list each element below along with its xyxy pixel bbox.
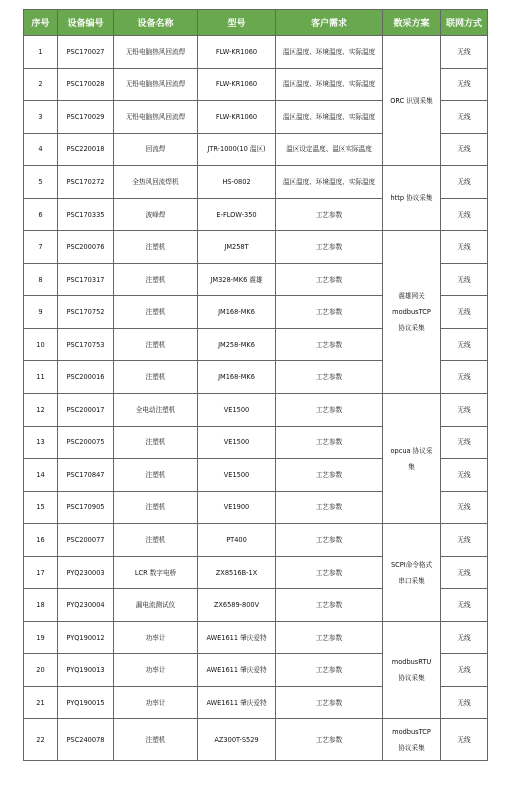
cell-name: 全热风回流焊机 <box>114 166 198 199</box>
cell-need: 工艺参数 <box>276 198 383 231</box>
cell-name: 注塑机 <box>114 361 198 394</box>
plan-line: 协议采集 <box>398 324 425 333</box>
cell-net: 无线 <box>441 491 488 524</box>
cell-net: 无线 <box>441 36 488 69</box>
header-cell-name: 设备名称 <box>114 10 198 36</box>
cell-net: 无线 <box>441 361 488 394</box>
cell-no: 9 <box>24 296 58 329</box>
cell-plan <box>383 719 441 761</box>
cell-model: FLW-KR1060 <box>198 101 276 134</box>
cell-plan <box>383 231 441 394</box>
header-cell-plan: 数采方案 <box>383 10 441 36</box>
cell-name: 功率计 <box>114 621 198 654</box>
cell-need: 工艺参数 <box>276 556 383 589</box>
cell-no: 10 <box>24 328 58 361</box>
cell-model: AWE1611 肇庆爱特 <box>198 621 276 654</box>
cell-code: PSC200076 <box>58 231 114 264</box>
cell-model: JM258-MK6 <box>198 328 276 361</box>
table-body <box>24 36 488 761</box>
cell-need: 工艺参数 <box>276 231 383 264</box>
cell-code: PSC200077 <box>58 524 114 557</box>
plan-line: ORC 识别采集 <box>390 96 433 105</box>
cell-model: ZX8516B-1X <box>198 556 276 589</box>
cell-code: PSC170847 <box>58 459 114 492</box>
plan-line: opcua 协议采 <box>390 446 433 455</box>
cell-no: 8 <box>24 263 58 296</box>
plan-line: modbusRTU <box>391 658 432 667</box>
cell-net: 无线 <box>441 459 488 492</box>
cell-model: AZ300T-S529 <box>198 719 276 761</box>
header-cell-no: 序号 <box>24 10 58 36</box>
cell-code: PSC170272 <box>58 166 114 199</box>
cell-no: 14 <box>24 459 58 492</box>
cell-net: 无线 <box>441 296 488 329</box>
plan-line: 震雄网关 <box>398 292 425 301</box>
plan-line: 协议采集 <box>398 674 425 683</box>
cell-net: 无线 <box>441 556 488 589</box>
cell-net: 无线 <box>441 719 488 761</box>
cell-need: 工艺参数 <box>276 459 383 492</box>
cell-code: PYQ190012 <box>58 621 114 654</box>
plan-line: SCPI命令格式 <box>390 560 433 569</box>
cell-name: LCR 数字电桥 <box>114 556 198 589</box>
cell-net: 无线 <box>441 133 488 166</box>
header-cell-net: 联网方式 <box>441 10 488 36</box>
cell-name: 全电动注塑机 <box>114 394 198 427</box>
cell-code: PSC200016 <box>58 361 114 394</box>
cell-net: 无线 <box>441 328 488 361</box>
cell-model: FLW-KR1060 <box>198 36 276 69</box>
cell-name: 注塑机 <box>114 426 198 459</box>
cell-plan <box>383 621 441 719</box>
cell-name: 功率计 <box>114 654 198 687</box>
cell-name: 漏电流测试仪 <box>114 589 198 622</box>
cell-net: 无线 <box>441 524 488 557</box>
cell-model: VE1500 <box>198 394 276 427</box>
cell-need: 工艺参数 <box>276 589 383 622</box>
cell-plan <box>383 524 441 622</box>
cell-no: 4 <box>24 133 58 166</box>
equipment-table <box>23 9 488 761</box>
cell-net: 无线 <box>441 101 488 134</box>
cell-no: 3 <box>24 101 58 134</box>
cell-name: 回流焊 <box>114 133 198 166</box>
table-row <box>24 36 488 69</box>
cell-model: FLW-KR1060 <box>198 68 276 101</box>
cell-no: 17 <box>24 556 58 589</box>
plan-line: modbusTCP <box>392 308 431 317</box>
cell-no: 7 <box>24 231 58 264</box>
cell-name: 注塑机 <box>114 491 198 524</box>
cell-name: 功率计 <box>114 686 198 719</box>
cell-need: 温区温度、环境温度、实际温度 <box>276 36 383 69</box>
cell-need: 工艺参数 <box>276 328 383 361</box>
cell-no: 12 <box>24 394 58 427</box>
cell-code: PYQ230004 <box>58 589 114 622</box>
cell-model: VE1500 <box>198 459 276 492</box>
plan-line: 串口采集 <box>398 576 425 585</box>
cell-code: PSC170028 <box>58 68 114 101</box>
cell-need: 工艺参数 <box>276 426 383 459</box>
cell-code: PSC170753 <box>58 328 114 361</box>
cell-need: 工艺参数 <box>276 263 383 296</box>
cell-code: PSC170029 <box>58 101 114 134</box>
cell-code: PSC240078 <box>58 719 114 761</box>
cell-net: 无线 <box>441 654 488 687</box>
cell-plan <box>383 36 441 166</box>
cell-net: 无线 <box>441 263 488 296</box>
table-row <box>24 394 488 427</box>
cell-need: 工艺参数 <box>276 621 383 654</box>
cell-name: 注塑机 <box>114 263 198 296</box>
cell-model: VE1500 <box>198 426 276 459</box>
cell-net: 无线 <box>441 426 488 459</box>
cell-model: JM258T <box>198 231 276 264</box>
cell-need: 温区温度、环境温度、实际温度 <box>276 101 383 134</box>
cell-code: PYQ230003 <box>58 556 114 589</box>
cell-plan <box>383 394 441 524</box>
cell-name: 注塑机 <box>114 524 198 557</box>
cell-model: VE1900 <box>198 491 276 524</box>
cell-model: JM328-MK6 震雄 <box>198 263 276 296</box>
cell-no: 1 <box>24 36 58 69</box>
cell-name: 波峰焊 <box>114 198 198 231</box>
header-cell-code: 设备编号 <box>58 10 114 36</box>
cell-net: 无线 <box>441 198 488 231</box>
cell-code: PSC170335 <box>58 198 114 231</box>
cell-name: 注塑机 <box>114 719 198 761</box>
cell-model: AWE1611 肇庆爱特 <box>198 654 276 687</box>
cell-model: AWE1611 肇庆爱特 <box>198 686 276 719</box>
cell-need: 温区温度、环境温度、实际温度 <box>276 68 383 101</box>
cell-no: 2 <box>24 68 58 101</box>
cell-no: 20 <box>24 654 58 687</box>
cell-need: 工艺参数 <box>276 394 383 427</box>
cell-need: 温区设定温度、温区实际温度 <box>276 133 383 166</box>
cell-model: HS-0802 <box>198 166 276 199</box>
cell-code: PSC200075 <box>58 426 114 459</box>
cell-name: 无铅电脑热风回流焊 <box>114 101 198 134</box>
cell-no: 18 <box>24 589 58 622</box>
cell-name: 注塑机 <box>114 231 198 264</box>
cell-no: 19 <box>24 621 58 654</box>
cell-need: 工艺参数 <box>276 296 383 329</box>
cell-plan <box>383 166 441 231</box>
cell-code: PSC170752 <box>58 296 114 329</box>
cell-model: JM168-MK6 <box>198 296 276 329</box>
cell-no: 16 <box>24 524 58 557</box>
cell-need: 工艺参数 <box>276 491 383 524</box>
cell-no: 21 <box>24 686 58 719</box>
cell-model: JM168-MK6 <box>198 361 276 394</box>
table-row <box>24 719 488 761</box>
plan-line: 协议采集 <box>398 743 425 752</box>
cell-code: PYQ190013 <box>58 654 114 687</box>
cell-code: PSC170317 <box>58 263 114 296</box>
plan-line: modbusTCP <box>392 727 431 736</box>
cell-net: 无线 <box>441 231 488 264</box>
cell-no: 11 <box>24 361 58 394</box>
cell-code: PSC170905 <box>58 491 114 524</box>
cell-name: 无铅电脑热风回流焊 <box>114 36 198 69</box>
cell-net: 无线 <box>441 68 488 101</box>
cell-net: 无线 <box>441 686 488 719</box>
cell-code: PSC170027 <box>58 36 114 69</box>
cell-net: 无线 <box>441 621 488 654</box>
cell-net: 无线 <box>441 166 488 199</box>
cell-need: 工艺参数 <box>276 524 383 557</box>
cell-net: 无线 <box>441 589 488 622</box>
cell-no: 5 <box>24 166 58 199</box>
table-row <box>24 524 488 557</box>
cell-net: 无线 <box>441 394 488 427</box>
cell-code: PSC200017 <box>58 394 114 427</box>
plan-line: http 协议采集 <box>390 194 433 203</box>
cell-need: 温区温度、环境温度、实际温度 <box>276 166 383 199</box>
cell-model: ZX6589-800V <box>198 589 276 622</box>
table-row <box>24 231 488 264</box>
plan-line: 集 <box>408 462 415 471</box>
cell-need: 工艺参数 <box>276 686 383 719</box>
cell-code: PYQ190015 <box>58 686 114 719</box>
header-cell-need: 客户需求 <box>276 10 383 36</box>
cell-name: 注塑机 <box>114 459 198 492</box>
table-row <box>24 166 488 199</box>
cell-code: PSC220018 <box>58 133 114 166</box>
header-row <box>24 10 488 36</box>
cell-no: 15 <box>24 491 58 524</box>
cell-need: 工艺参数 <box>276 654 383 687</box>
cell-name: 注塑机 <box>114 296 198 329</box>
cell-need: 工艺参数 <box>276 719 383 761</box>
cell-model: JTR-1000(10 温区) <box>198 133 276 166</box>
table-row <box>24 621 488 654</box>
cell-model: PT400 <box>198 524 276 557</box>
header-cell-model: 型号 <box>198 10 276 36</box>
cell-no: 22 <box>24 719 58 761</box>
cell-no: 6 <box>24 198 58 231</box>
cell-name: 无铅电脑热风回流焊 <box>114 68 198 101</box>
cell-no: 13 <box>24 426 58 459</box>
cell-need: 工艺参数 <box>276 361 383 394</box>
cell-model: E-FLOW-350 <box>198 198 276 231</box>
cell-name: 注塑机 <box>114 328 198 361</box>
